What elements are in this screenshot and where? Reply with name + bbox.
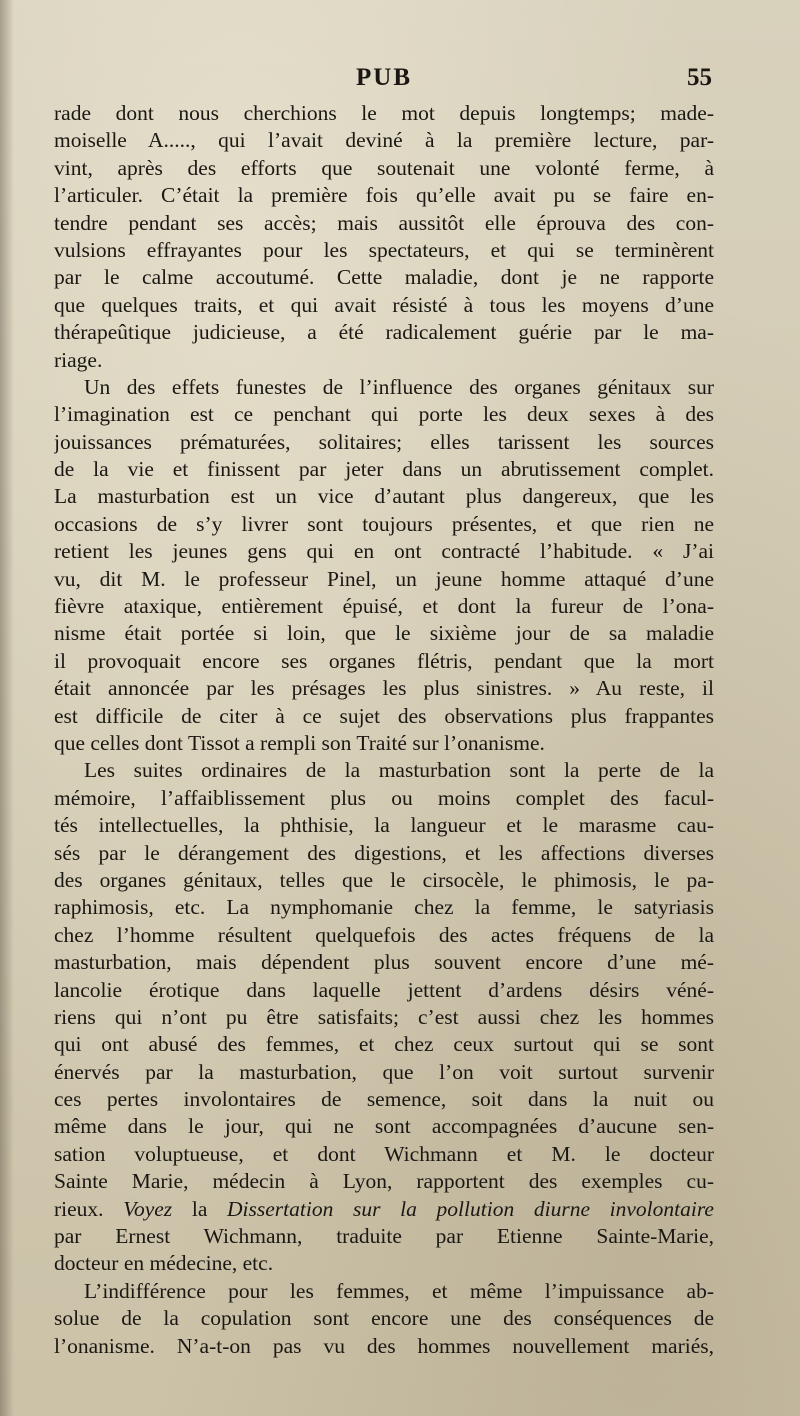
text-line: qui ont abusé des femmes, et chez ceux surtout qui se sont bbox=[54, 1032, 714, 1057]
text-line: docteur en médecine, etc. bbox=[54, 1251, 274, 1276]
text-line: vu, dit M. le professeur Pinel, un jeune homme attaqué d’une bbox=[54, 566, 714, 591]
text-line: riage. bbox=[54, 347, 103, 372]
text-line: sation voluptueuse, et dont Wichmann et M. le docteur bbox=[54, 1141, 714, 1166]
text-line bbox=[54, 1196, 714, 1223]
running-title: PUB bbox=[356, 64, 412, 91]
text-line: que quelques traits, et qui avait résisté à tous les moyens d’une bbox=[54, 292, 714, 317]
text-line: La masturbation est un vice d’autant plus dangereux, que les bbox=[54, 484, 714, 509]
text-line: raphimosis, etc. La nymphomanie chez la femme, le satyriasis bbox=[54, 895, 714, 920]
text-line: vulsions effrayantes pour les spectateurs, et qui se terminèrent bbox=[54, 237, 714, 262]
text-line: de la vie et finissent par jeter dans un abrutissement complet. bbox=[54, 457, 714, 482]
text-line: nisme était portée si loin, que le sixième jour de sa maladie bbox=[54, 621, 714, 646]
text-line: retient les jeunes gens qui en ont contracté l’habitude. « J’ai bbox=[54, 539, 714, 564]
text-line: des organes génitaux, telles que le cirsocèle, le phimosis, le pa- bbox=[54, 867, 714, 892]
text-line: tés intellectuelles, la phthisie, la langueur et le marasme cau- bbox=[54, 813, 714, 838]
italic-text: Dissertation sur la pollution diurne involontaire bbox=[227, 1196, 714, 1221]
text-line: solue de la copulation sont encore une des conséquences de bbox=[54, 1306, 714, 1331]
text-span: la bbox=[172, 1196, 228, 1221]
italic-text: Voyez bbox=[123, 1196, 173, 1221]
running-head bbox=[56, 64, 712, 96]
text-line: thérapeûtique judicieuse, a été radicalement guérie par le ma- bbox=[54, 320, 714, 345]
text-line: même dans le jour, qui ne sont accompagnées d’aucune sen- bbox=[54, 1114, 714, 1139]
text-line: l’onanisme. N’a-t-on pas vu des hommes nouvellement mariés, bbox=[54, 1333, 714, 1358]
text-line: par le calme accoutumé. Cette maladie, dont je ne rapporte bbox=[54, 265, 714, 290]
text-line: énervés par la masturbation, que l’on voit surtout survenir bbox=[54, 1059, 714, 1084]
text-line: tendre pendant ses accès; mais aussitôt elle éprouva des con- bbox=[54, 210, 714, 235]
text-line: ces pertes involontaires de semence, soit dans la nuit ou bbox=[54, 1087, 714, 1112]
text-line: riens qui n’ont pu être satisfaits; c’est aussi chez les hommes bbox=[54, 1004, 714, 1029]
text-line: L’indifférence pour les femmes, et même l’impuissance ab- bbox=[84, 1278, 714, 1303]
text-line: l’imagination est ce penchant qui porte les deux sexes à des bbox=[54, 402, 714, 427]
text-line: Sainte Marie, médecin à Lyon, rapportent des exemples cu- bbox=[54, 1169, 714, 1194]
text-line: rade dont nous cherchions le mot depuis longtemps; made- bbox=[54, 101, 714, 125]
text-span: rieux. bbox=[54, 1196, 124, 1221]
text-line: chez l’homme résultent quelquefois des actes fréquens de la bbox=[54, 922, 714, 947]
text-line: lancolie érotique dans laquelle jettent d’ardens désirs véné- bbox=[54, 977, 714, 1002]
text-line: masturbation, mais dépendent plus souvent encore d’une mé- bbox=[54, 950, 714, 975]
text-line: l’articuler. C’était la première fois qu’elle avait pu se faire en- bbox=[54, 183, 714, 208]
text-line: jouissances prématurées, solitaires; elles tarissent les sources bbox=[54, 429, 714, 454]
text-line: il provoquait encore ses organes flétris, pendant que la mort bbox=[54, 648, 714, 673]
text-line: Un des effets funestes de l’influence des organes génitaux sur bbox=[84, 374, 714, 399]
page-number: 55 bbox=[687, 64, 712, 91]
text-line: vint, après des efforts que soutenait une volonté ferme, à bbox=[54, 155, 714, 180]
text-line: mémoire, l’affaiblissement plus ou moins complet des facul- bbox=[54, 785, 714, 810]
text-line: moiselle A....., qui l’avait deviné à la première lecture, par- bbox=[54, 128, 714, 153]
text-line: fièvre ataxique, entièrement épuisé, et dont la fureur de l’ona- bbox=[54, 594, 714, 619]
text-line: Les suites ordinaires de la masturbation sont la perte de la bbox=[84, 758, 714, 783]
text-line: que celles dont Tissot a rempli son Traité sur l’onanisme. bbox=[54, 730, 545, 755]
body-text bbox=[54, 100, 714, 1360]
text-line: occasions de s’y livrer sont toujours présentes, et que rien ne bbox=[54, 511, 714, 536]
text-line: est difficile de citer à ce sujet des observations plus frappantes bbox=[54, 703, 714, 728]
text-line: par Ernest Wichmann, traduite par Etienne Sainte-Marie, bbox=[54, 1224, 714, 1249]
text-line: était annoncée par les présages les plus sinistres. » Au reste, il bbox=[54, 676, 714, 701]
text-line: sés par le dérangement des digestions, et les affections diverses bbox=[54, 840, 714, 865]
